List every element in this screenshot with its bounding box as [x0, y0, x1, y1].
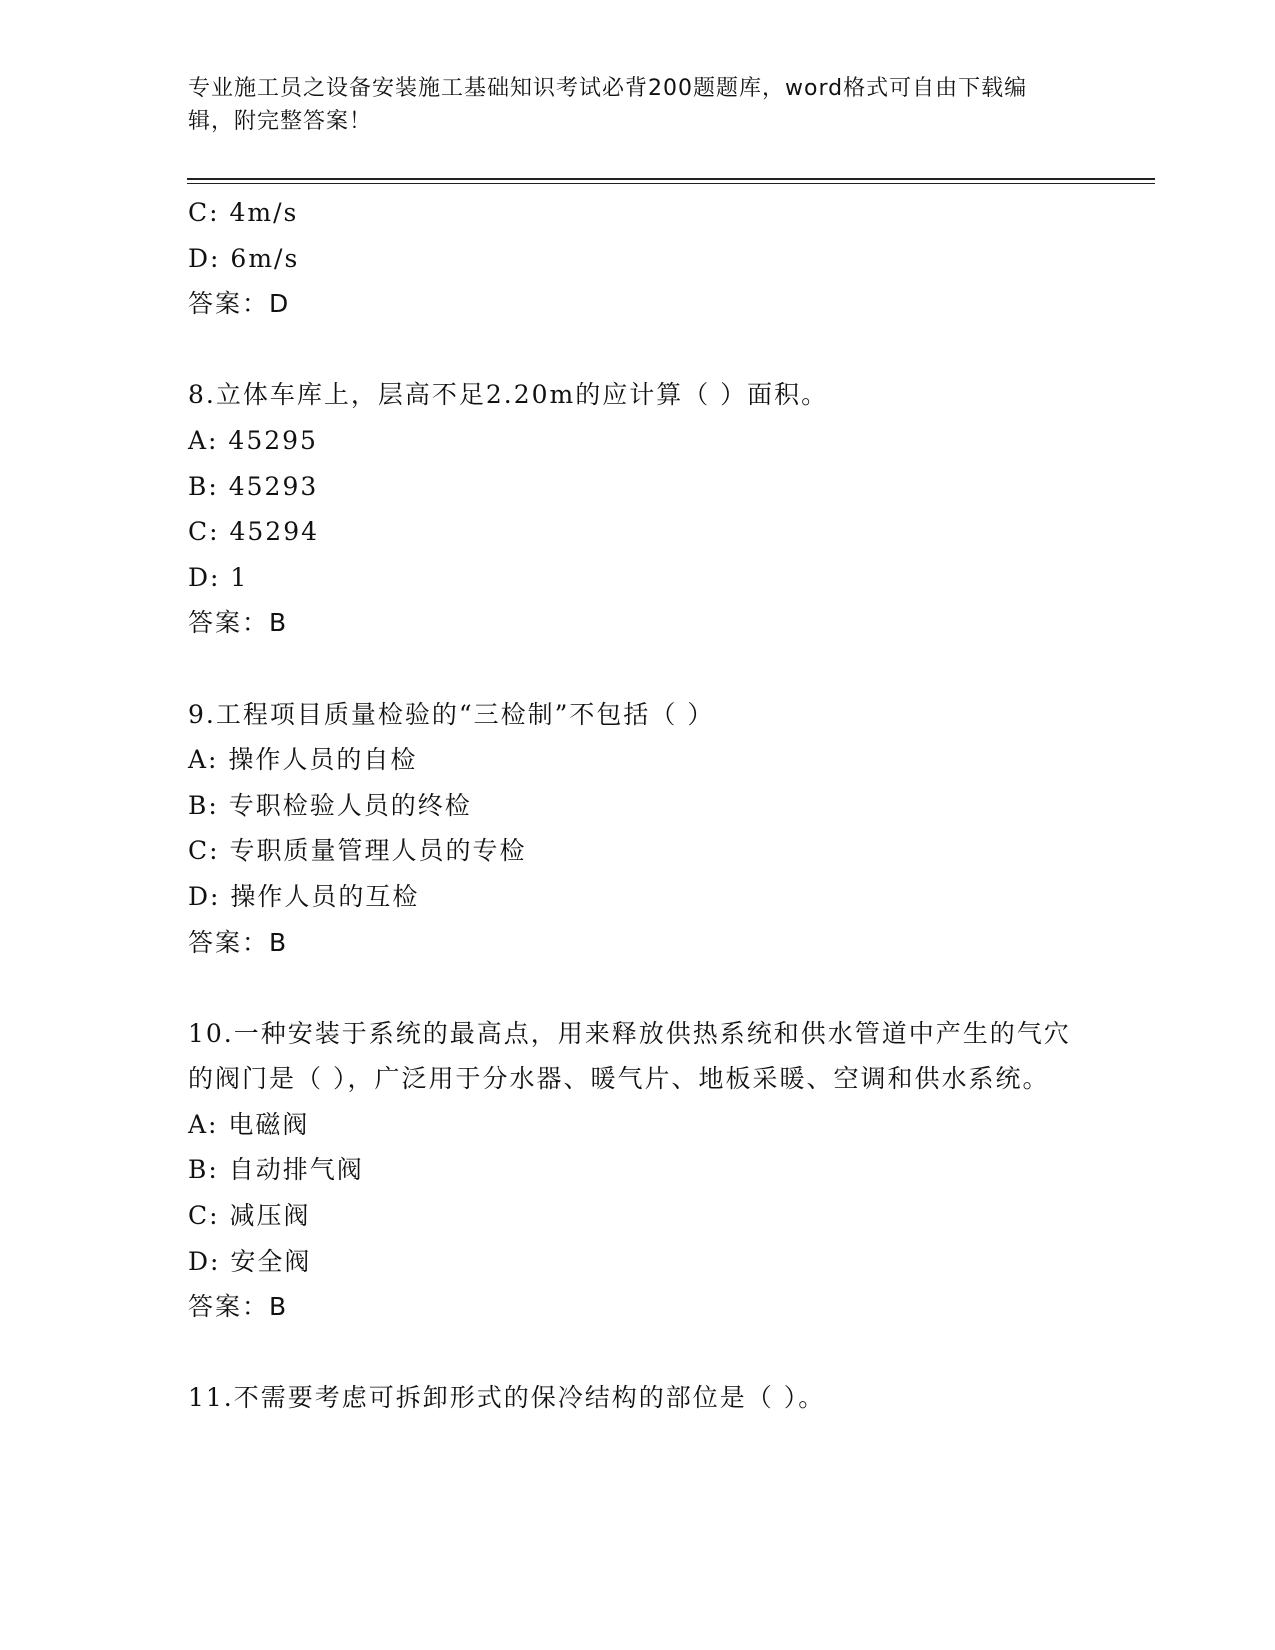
question-stem: 11.不需要考虑可拆卸形式的保冷结构的部位是（ ）。 — [188, 1383, 826, 1413]
option-c: C: 减压阀 — [188, 1201, 311, 1231]
answer-line: 答案：B — [188, 608, 289, 638]
question-stem: 8.立体车库上，层高不足2.20m的应计算（ ）面积。 — [188, 380, 829, 410]
option-c: C: 45294 — [188, 517, 320, 547]
header-divider-thin — [187, 183, 1155, 184]
option-a: A: 操作人员的自检 — [188, 745, 418, 775]
option-b: B: 专职检验人员的终检 — [188, 790, 472, 820]
spacer — [188, 327, 1088, 373]
option-d: D: 6m/s — [188, 243, 300, 273]
spacer — [188, 965, 1088, 1011]
spacer — [188, 1330, 1088, 1376]
document-header: 专业施工员之设备安装施工基础知识考试必背200题题库，word格式可自由下载编辑，附完整答案！ — [188, 76, 1028, 134]
option-a: A: 电磁阀 — [188, 1109, 310, 1139]
question-list — [188, 190, 1088, 1421]
header-divider-thick — [187, 178, 1155, 180]
question-stem: 10.一种安装于系统的最高点，用来释放供热系统和供水管道中产生的气穴的阀门是（ ），广泛用于分水器、暖气片、地板采暖、空调和供水系统。 — [188, 1018, 1071, 1094]
question-stem: 9.工程项目质量检验的“三检制”不包括（ ） — [188, 699, 715, 729]
answer-line: 答案：B — [188, 927, 289, 957]
spacer — [188, 646, 1088, 692]
option-c: C: 4m/s — [188, 198, 299, 227]
option-a: A: 45295 — [188, 425, 318, 455]
option-b: B: 45293 — [188, 471, 319, 501]
option-d: D: 操作人员的互检 — [188, 881, 420, 911]
answer-line: 答案：D — [188, 289, 291, 319]
option-b: B: 自动排气阀 — [188, 1155, 364, 1185]
option-d: D: 1 — [188, 562, 249, 592]
option-c: C: 专职质量管理人员的专检 — [188, 836, 527, 866]
answer-line: 答案：B — [188, 1292, 289, 1322]
option-d: D: 安全阀 — [188, 1246, 312, 1276]
